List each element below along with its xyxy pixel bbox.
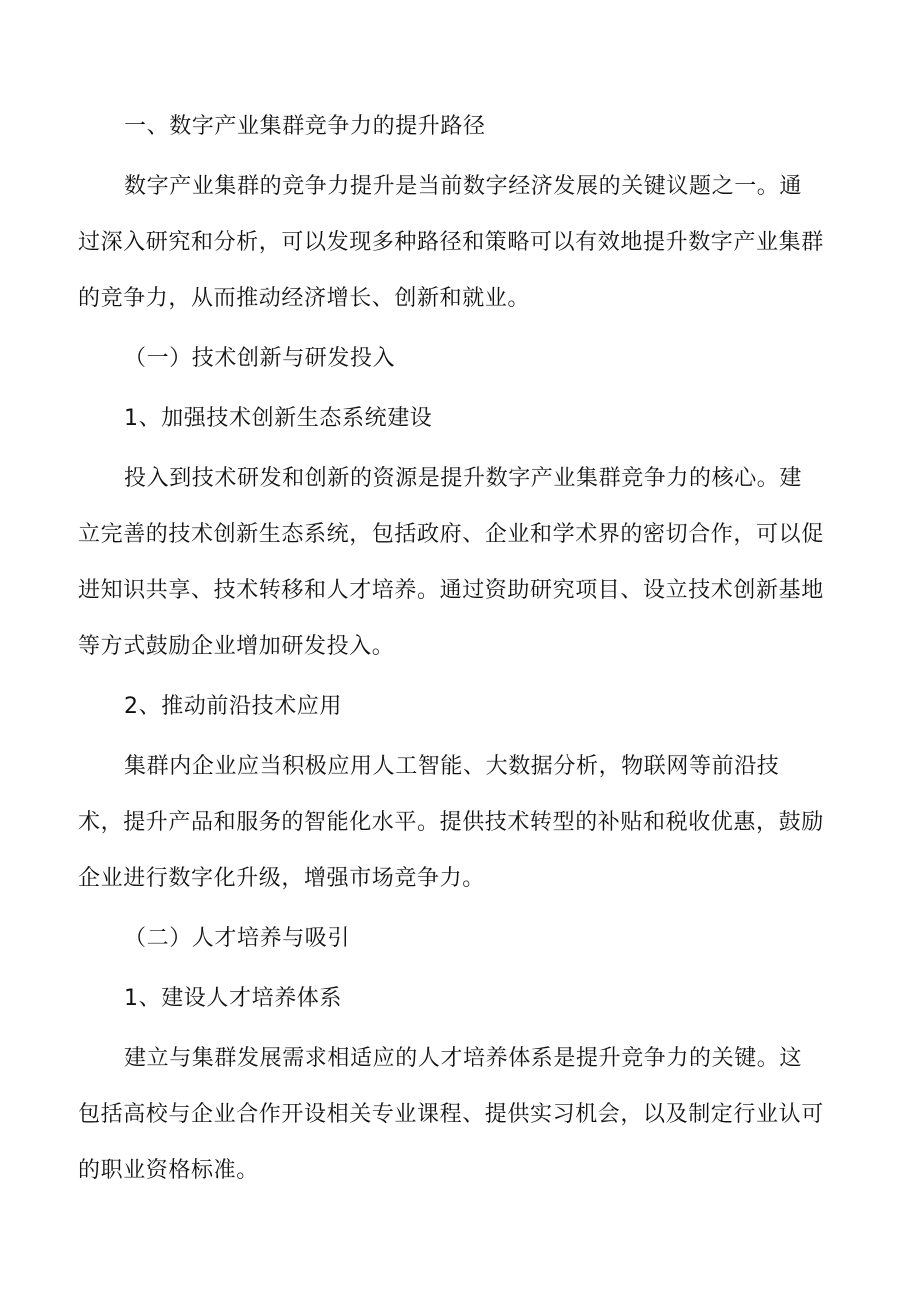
section-1-item-1-line-1: 投入到技术研发和创新的资源是提升数字产业集群竞争力的核心。建 bbox=[124, 466, 803, 491]
section-1-item-2-line-2: 术，提升产品和服务的智能化水平。提供技术转型的补贴和税收优惠，鼓励 bbox=[78, 810, 824, 835]
section-2-item-1-line-2: 包括高校与企业合作开设相关专业课程、提供实习机会，以及制定行业认可 bbox=[78, 1102, 824, 1127]
section-1-item-2-title: 2、推动前沿技术应用 bbox=[124, 694, 342, 719]
section-1-item-1-line-4: 等方式鼓励企业增加研发投入。 bbox=[78, 634, 395, 659]
section-1-item-1-line-3: 进知识共享、技术转移和人才培养。通过资助研究项目、设立技术创新基地 bbox=[78, 578, 824, 603]
intro-line-3: 的竞争力，从而推动经济增长、创新和就业。 bbox=[78, 286, 531, 311]
section-2-item-1-title: 1、建设人才培养体系 bbox=[124, 986, 342, 1011]
intro-line-2: 过深入研究和分析，可以发现多种路径和策略可以有效地提升数字产业集群 bbox=[78, 230, 824, 255]
section-1-item-1-title: 1、加强技术创新生态系统建设 bbox=[124, 406, 433, 431]
section-2-title: （二）人才培养与吸引 bbox=[124, 926, 351, 951]
section-1-item-1-line-2: 立完善的技术创新生态系统，包括政府、企业和学术界的密切合作，可以促 bbox=[78, 522, 824, 547]
section-1-title: （一）技术创新与研发投入 bbox=[124, 346, 396, 371]
section-2-item-1-line-3: 的职业资格标准。 bbox=[78, 1158, 259, 1183]
section-2-item-1-line-1: 建立与集群发展需求相适应的人才培养体系是提升竞争力的关键。这 bbox=[124, 1046, 803, 1071]
section-1-item-2-line-3: 企业进行数字化升级，增强市场竞争力。 bbox=[78, 866, 485, 891]
main-heading: 一、数字产业集群竞争力的提升路径 bbox=[124, 114, 486, 139]
section-1-item-2-line-1: 集群内企业应当积极应用人工智能、大数据分析，物联网等前沿技 bbox=[124, 754, 780, 779]
intro-line-1: 数字产业集群的竞争力提升是当前数字经济发展的关键议题之一。通 bbox=[124, 174, 803, 199]
